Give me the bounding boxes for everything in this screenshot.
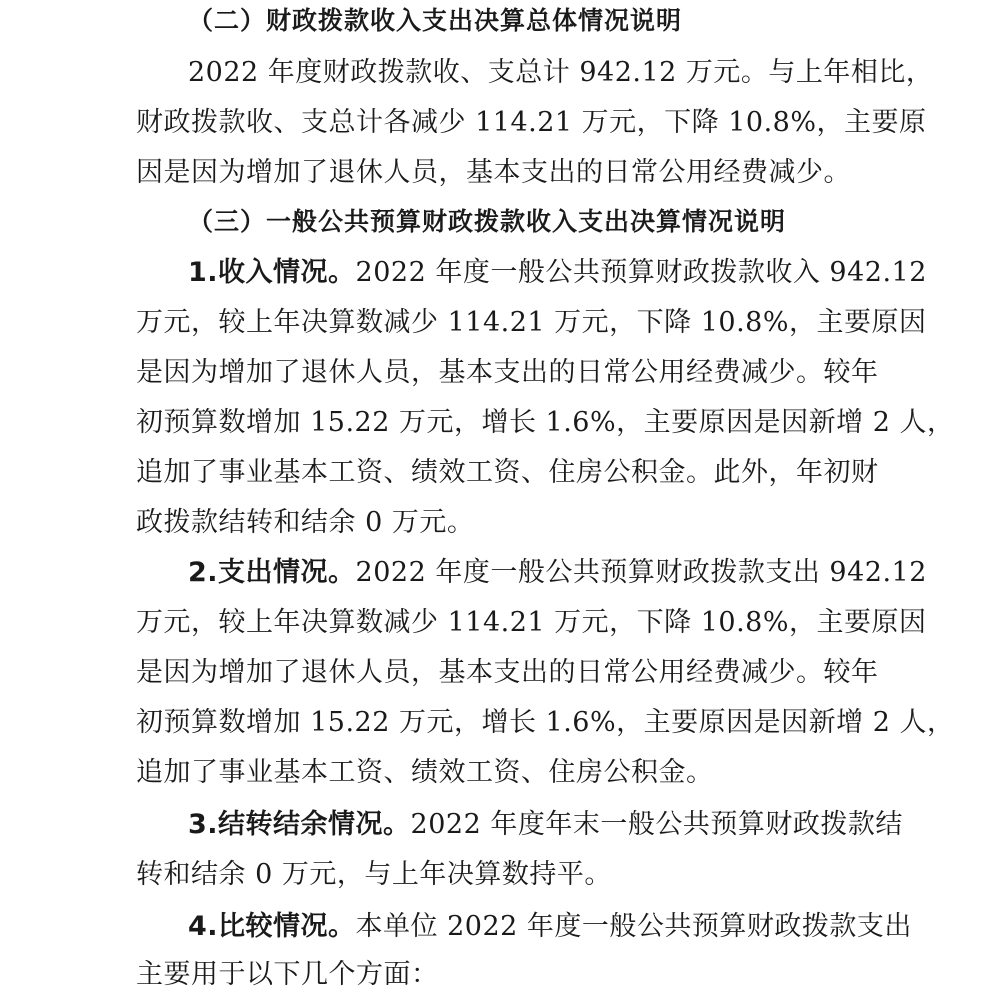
paragraph-line: 是因为增加了退休人员，基本支出的日常公用经费减少。较年: [136, 657, 879, 688]
paragraph-line: 万元，较上年决算数减少 114.21 万元，下降 10.8%，主要原因: [136, 607, 927, 638]
paragraph-line: 追加了事业基本工资、绩效工资、住房公积金。: [136, 757, 714, 788]
paragraph-line: 是因为增加了退休人员，基本支出的日常公用经费减少。较年: [136, 357, 879, 388]
paragraph-line: 转和结余 0 万元，与上年决算数持平。: [136, 859, 612, 890]
paragraph-line: 2022 年度财政拨款收、支总计 942.12 万元。与上年相比，: [188, 57, 934, 88]
income-label: 1.收入情况。: [188, 257, 356, 288]
paragraph-line: 追加了事业基本工资、绩效工资、住房公积金。此外，年初财: [136, 457, 879, 488]
section-heading-2: （二）财政拨款收入支出决算总体情况说明: [188, 6, 683, 35]
comparison-paragraph-first-line: [188, 910, 912, 944]
carryover-label: 3.结转结余情况。: [188, 809, 411, 840]
paragraph-line: 财政拨款收、支总计各减少 114.21 万元，下降 10.8%，主要原: [136, 107, 927, 138]
paragraph-line: 初预算数增加 15.22 万元，增长 1.6%，主要原因是因新增 2 人，: [136, 707, 955, 738]
comparison-label: 4.比较情况。: [188, 911, 356, 942]
paragraph-line: 因是因为增加了退休人员，基本支出的日常公用经费减少。: [136, 157, 851, 188]
paragraph-line: 万元，较上年决算数减少 114.21 万元，下降 10.8%，主要原因: [136, 307, 927, 338]
income-paragraph-first-line: [188, 256, 927, 290]
paragraph-line: 初预算数增加 15.22 万元，增长 1.6%，主要原因是因新增 2 人，: [136, 407, 955, 438]
paragraph-line: 主要用于以下几个方面：: [136, 959, 439, 990]
expense-label: 2.支出情况。: [188, 557, 356, 588]
expense-text: 2022 年度一般公共预算财政拨款支出 942.12: [355, 557, 927, 588]
comparison-text: 本单位 2022 年度一般公共预算财政拨款支出: [355, 911, 912, 942]
income-text: 2022 年度一般公共预算财政拨款收入 942.12: [355, 257, 927, 288]
paragraph-line: 政拨款结转和结余 0 万元。: [136, 507, 475, 538]
section-heading-3: （三）一般公共预算财政拨款收入支出决算情况说明: [188, 207, 787, 236]
carryover-paragraph-first-line: [188, 808, 903, 842]
carryover-text: 2022 年度年末一般公共预算财政拨款结: [410, 809, 903, 840]
expense-paragraph-first-line: [188, 556, 927, 590]
